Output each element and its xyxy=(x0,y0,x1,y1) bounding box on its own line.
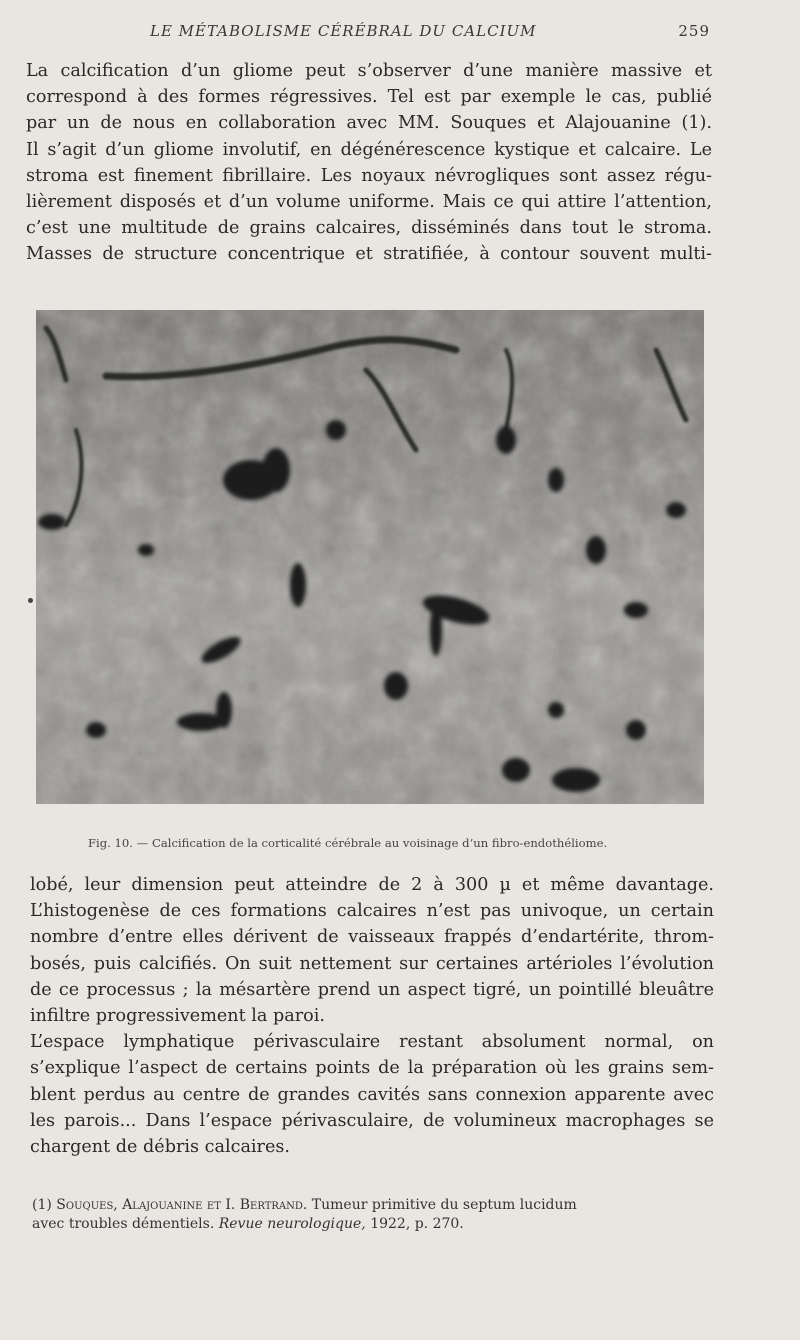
footnote-title: Tumeur primitive du septum lucidum xyxy=(311,1197,577,1213)
text-line: les parois... Dans l’espace périvasculaire, de volumineux macrophages se xyxy=(30,1110,714,1131)
text-line: L’espace lymphatique périvasculaire restant absolument normal, on xyxy=(30,1032,714,1053)
text-line: stroma est finement fibrillaire. Les noyaux névrogliques sont assez régu- xyxy=(26,165,712,186)
text-line: bosés, puis calcifiés. On suit nettement sur certaines artérioles l’évolution xyxy=(30,953,714,974)
footnote-line-2 xyxy=(32,1215,722,1234)
paragraph-histogenese xyxy=(30,872,714,1160)
text-line: lobé, leur dimension peut atteindre de 2 à 300 µ et même davantage. xyxy=(30,875,714,895)
footnote-title-cont: avec troubles démentiels. xyxy=(32,1216,215,1232)
text-line: lièrement disposés et d’un volume uniforme. Mais ce qui attire l’attention, xyxy=(26,192,712,213)
text-line: nombre d’entre elles dérivent de vaisseaux frappés d’endartérite, throm- xyxy=(30,927,714,948)
text-line: infiltre progressivement la paroi. xyxy=(30,1006,325,1027)
footnote-authors: Souques, Alajouanine et I. Bertrand. xyxy=(56,1197,308,1213)
text-line: blent perdus au centre de grandes cavités sans connexion apparente avec xyxy=(30,1084,714,1105)
footnote-line-1 xyxy=(32,1196,722,1215)
text-line: c’est une multitude de grains calcaires, disséminés dans tout le stroma. xyxy=(26,218,712,239)
footnote-marker: (1) xyxy=(32,1197,52,1213)
figure-caption: Fig. 10. — Calcification de la corticalité cérébrale au voisinage d’un fibro-endothéliome. xyxy=(88,836,608,850)
footnote-citation: 1922, p. 270. xyxy=(370,1216,464,1232)
micrograph-figure xyxy=(36,310,704,804)
text-line: L’histogenèse de ces formations calcaires n’est pas univoque, un certain xyxy=(30,901,714,922)
text-line: chargent de débris calcaires. xyxy=(30,1137,290,1158)
footnote-journal: Revue neurologique, xyxy=(218,1216,366,1232)
running-head xyxy=(150,22,710,44)
text-line: par un de nous en collaboration avec MM. Souques et Alajouanine (1). xyxy=(26,113,712,134)
text-line: Masses de structure concentrique et stratifiée, à contour souvent multi- xyxy=(26,244,712,265)
text-line: La calcification d’un gliome peut s’observer d’une manière massive et xyxy=(26,61,712,81)
page-number: 259 xyxy=(678,22,710,40)
text-line: correspond à des formes régressives. Tel est par exemple le cas, publié xyxy=(26,87,712,108)
micrograph-image xyxy=(36,310,704,804)
running-head-title: LE MÉTABOLISME CÉRÉBRAL DU CALCIUM xyxy=(150,22,537,40)
paragraph-calcification-gliome xyxy=(26,58,712,268)
text-line: de ce processus ; la mésartère prend un aspect tigré, un pointillé bleuâtre xyxy=(30,979,714,1000)
footnote xyxy=(32,1196,722,1234)
text-line: Il s’agit d’un gliome involutif, en dégénérescence kystique et calcaire. Le xyxy=(26,139,712,160)
text-line: s’explique l’aspect de certains points de la préparation où les grains sem- xyxy=(30,1058,714,1079)
margin-dot xyxy=(28,598,33,603)
